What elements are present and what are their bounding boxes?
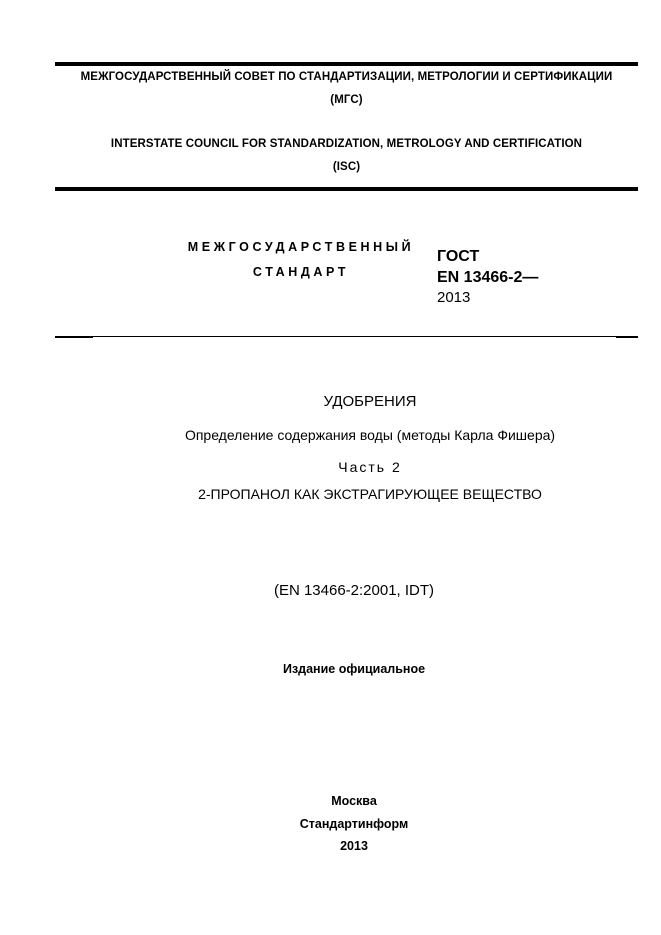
imprint-publisher: Стандартинформ — [299, 817, 409, 831]
rule-tail-right — [616, 337, 638, 338]
gost-code-prefix: ГОСТ — [437, 248, 480, 265]
imprint-year: 2013 — [340, 839, 368, 853]
gost-code-number: EN 13466-2— — [437, 269, 539, 286]
council-abbr-en: (ISC) — [332, 161, 361, 173]
document-part: Часть 2 — [338, 459, 402, 475]
top-rule — [55, 62, 638, 66]
council-name-en: INTERSTATE COUNCIL FOR STANDARDIZATION, METROLOGY AND CERTIFICATION — [110, 138, 583, 150]
standard-label-line2: СТАНДАРТ — [252, 265, 350, 279]
gost-year: 2013 — [437, 289, 471, 306]
document-subject: Определение содержания воды (методы Карла Фишера) — [184, 427, 556, 443]
standard-bottom-rule — [55, 336, 638, 337]
edition-label: Издание официальное — [282, 662, 426, 676]
standard-label-line1: МЕЖГОСУДАРСТВЕННЫЙ — [187, 240, 415, 254]
council-abbr-ru: (МГС) — [330, 94, 363, 106]
council-name-ru: МЕЖГОСУДАРСТВЕННЫЙ СОВЕТ ПО СТАНДАРТИЗАЦИИ, МЕТРОЛОГИИ И СЕРТИФИКАЦИИ — [80, 71, 613, 83]
document-part-title: 2-ПРОПАНОЛ КАК ЭКСТРАГИРУЮЩЕЕ ВЕЩЕСТВО — [198, 486, 542, 502]
document-title: УДОБРЕНИЯ — [323, 393, 417, 410]
rule-tail-left — [55, 337, 93, 338]
imprint-city: Москва — [331, 794, 377, 808]
international-reference: (EN 13466-2:2001, IDT) — [273, 582, 435, 599]
header-bottom-rule — [55, 187, 638, 191]
